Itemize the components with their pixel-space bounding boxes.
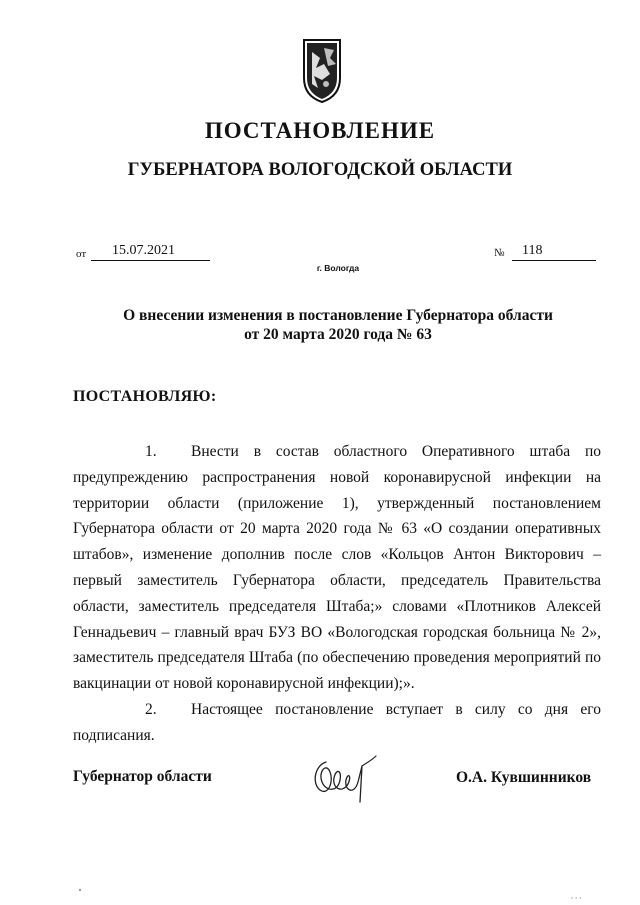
paragraph-number: 2.	[145, 700, 157, 718]
document-title: ПОСТАНОВЛЕНИЕ	[204, 118, 436, 143]
footer-marks: ' ' '	[571, 896, 582, 904]
paragraph-text: Настоящее постановление вступает в силу со дня его подписания.	[73, 700, 601, 744]
resolve-heading: ПОСТАНОВЛЯЮ:	[73, 388, 217, 405]
signer-position: Губернатор области	[73, 768, 212, 785]
date-prefix: от	[76, 248, 87, 260]
document-date: 15.07.2021	[112, 243, 175, 258]
document-number: 118	[522, 243, 543, 258]
scan-dot	[79, 889, 81, 891]
document-subject	[100, 306, 576, 344]
subject-line-1: О внесении изменения в постановление Губернатора области	[123, 307, 553, 324]
document-subtitle: ГУБЕРНАТОРА ВОЛОГОДСКОЙ ОБЛАСТИ	[127, 160, 513, 180]
paragraph-number: 1.	[145, 443, 157, 460]
number-underline	[512, 260, 596, 261]
document-city: г. Вологда	[316, 263, 360, 273]
coat-of-arms-emblem	[300, 38, 344, 104]
paragraph-2	[73, 697, 601, 749]
handwritten-signature	[308, 748, 382, 808]
number-prefix: №	[494, 247, 505, 259]
paragraph-1	[73, 439, 601, 697]
subject-line-2: от 20 марта 2020 года № 63	[244, 326, 432, 343]
signer-name: О.А. Кувшинников	[456, 769, 592, 786]
date-underline	[91, 260, 210, 261]
paragraph-text: Внести в состав областного Оперативного штаба по предупреждению распространения новой коронавирусной инфекции на территории области (приложение 1), утвержденный постановлением Губернатора области от 20 марта 2020 года № 63 «О создании оперативных штабов», изменение дополнив после слов «Кольцов Антон Викторович – первый заместитель Губернатора области, председатель Правительства области, заместитель председателя Штаба;» словами «Плотников Алексей Геннадьевич – главный врач БУЗ ВО «Вологодская городская больница № 2», заместитель председателя Штаба (по обеспечению проведения мероприятий по вакцинации от новой коронавирусной инфекции);».	[73, 443, 601, 693]
document-body	[73, 439, 601, 749]
